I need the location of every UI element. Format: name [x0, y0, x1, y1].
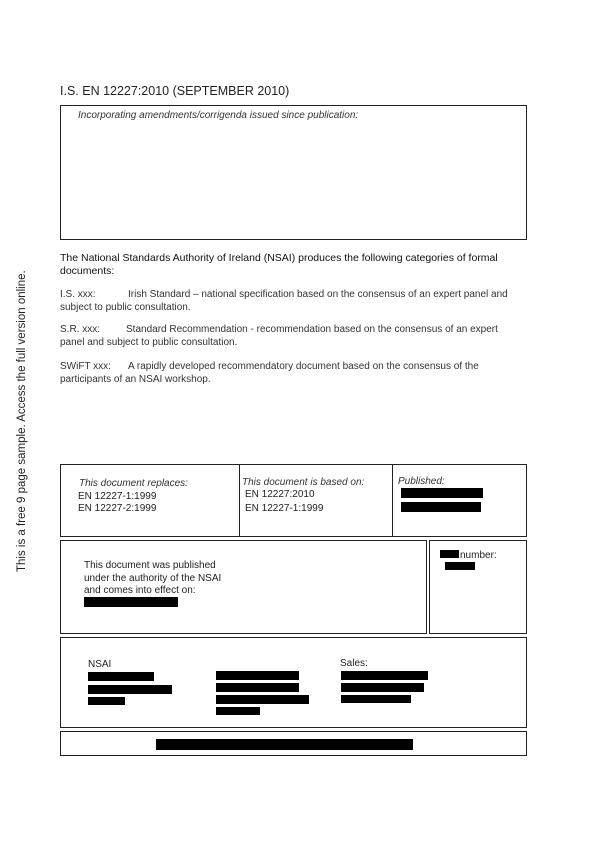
- category-swift: [60, 361, 530, 386]
- category-sr: [60, 324, 530, 349]
- category-text-cont: panel and subject to public consultation.: [60, 336, 238, 348]
- category-text: Standard Recommendation - recommendation based on the consensus of an expert: [126, 324, 498, 335]
- authority-line: under the authority of the NSAI: [84, 573, 222, 584]
- redacted-block: [341, 683, 424, 692]
- category-text-cont: subject to public consultation.: [60, 301, 191, 313]
- based-on-item: EN 12227-1:1999: [245, 503, 324, 514]
- amendments-label: Incorporating amendments/corrigenda issued since publication:: [78, 110, 359, 121]
- published-cell: [392, 464, 527, 537]
- redacted-block: [440, 550, 459, 558]
- redacted-block: [216, 695, 309, 704]
- category-text: Irish Standard – national specification based on the consensus of an expert panel and: [128, 289, 508, 300]
- category-text: A rapidly developed recommendatory document based on the consensus of the: [128, 361, 479, 372]
- sales-label: Sales:: [340, 658, 368, 669]
- number-label: number:: [460, 550, 497, 561]
- replaces-cell: [60, 464, 240, 537]
- redacted-block: [88, 685, 172, 694]
- redacted-block: [88, 672, 154, 681]
- category-code: SWiFT xxx:: [60, 361, 111, 372]
- category-code: S.R. xxx:: [60, 324, 101, 335]
- redacted-block: [401, 502, 481, 512]
- redacted-block: [341, 695, 411, 703]
- redacted-block: [84, 597, 178, 607]
- published-label: Published:: [398, 476, 445, 487]
- redacted-block: [216, 707, 260, 715]
- category-is: [60, 289, 530, 314]
- nsai-label: NSAI: [88, 659, 112, 670]
- authority-line: This document was published: [84, 560, 216, 571]
- authority-line: and comes into effect on:: [84, 585, 196, 596]
- based-on-label: This document is based on:: [242, 477, 365, 488]
- redacted-block: [156, 739, 413, 750]
- based-on-item: EN 12227:2010: [245, 489, 315, 500]
- replaces-label: This document replaces:: [79, 478, 188, 489]
- category-text-cont: participants of an NSAI workshop.: [60, 373, 211, 385]
- amendments-box: [60, 105, 527, 240]
- authority-cell: [60, 540, 427, 634]
- redacted-block: [445, 562, 475, 570]
- redacted-block: [216, 671, 299, 680]
- intro-paragraph: The National Standards Authority of Ireland (NSAI) produces the following categories of formal documents:: [60, 252, 498, 277]
- replaces-item: EN 12227-1:1999: [78, 491, 157, 502]
- based-on-cell: [239, 464, 393, 537]
- category-code: I.S. xxx:: [60, 289, 96, 300]
- redacted-block: [216, 683, 299, 692]
- replaces-item: EN 12227-2:1999: [78, 503, 157, 514]
- redacted-block: [88, 697, 125, 705]
- document-title: I.S. EN 12227:2010 (SEPTEMBER 2010): [60, 84, 290, 98]
- sample-notice: This is a free 9 page sample. Access the full version online.: [16, 270, 28, 572]
- redacted-block: [401, 488, 483, 498]
- redacted-block: [341, 671, 428, 680]
